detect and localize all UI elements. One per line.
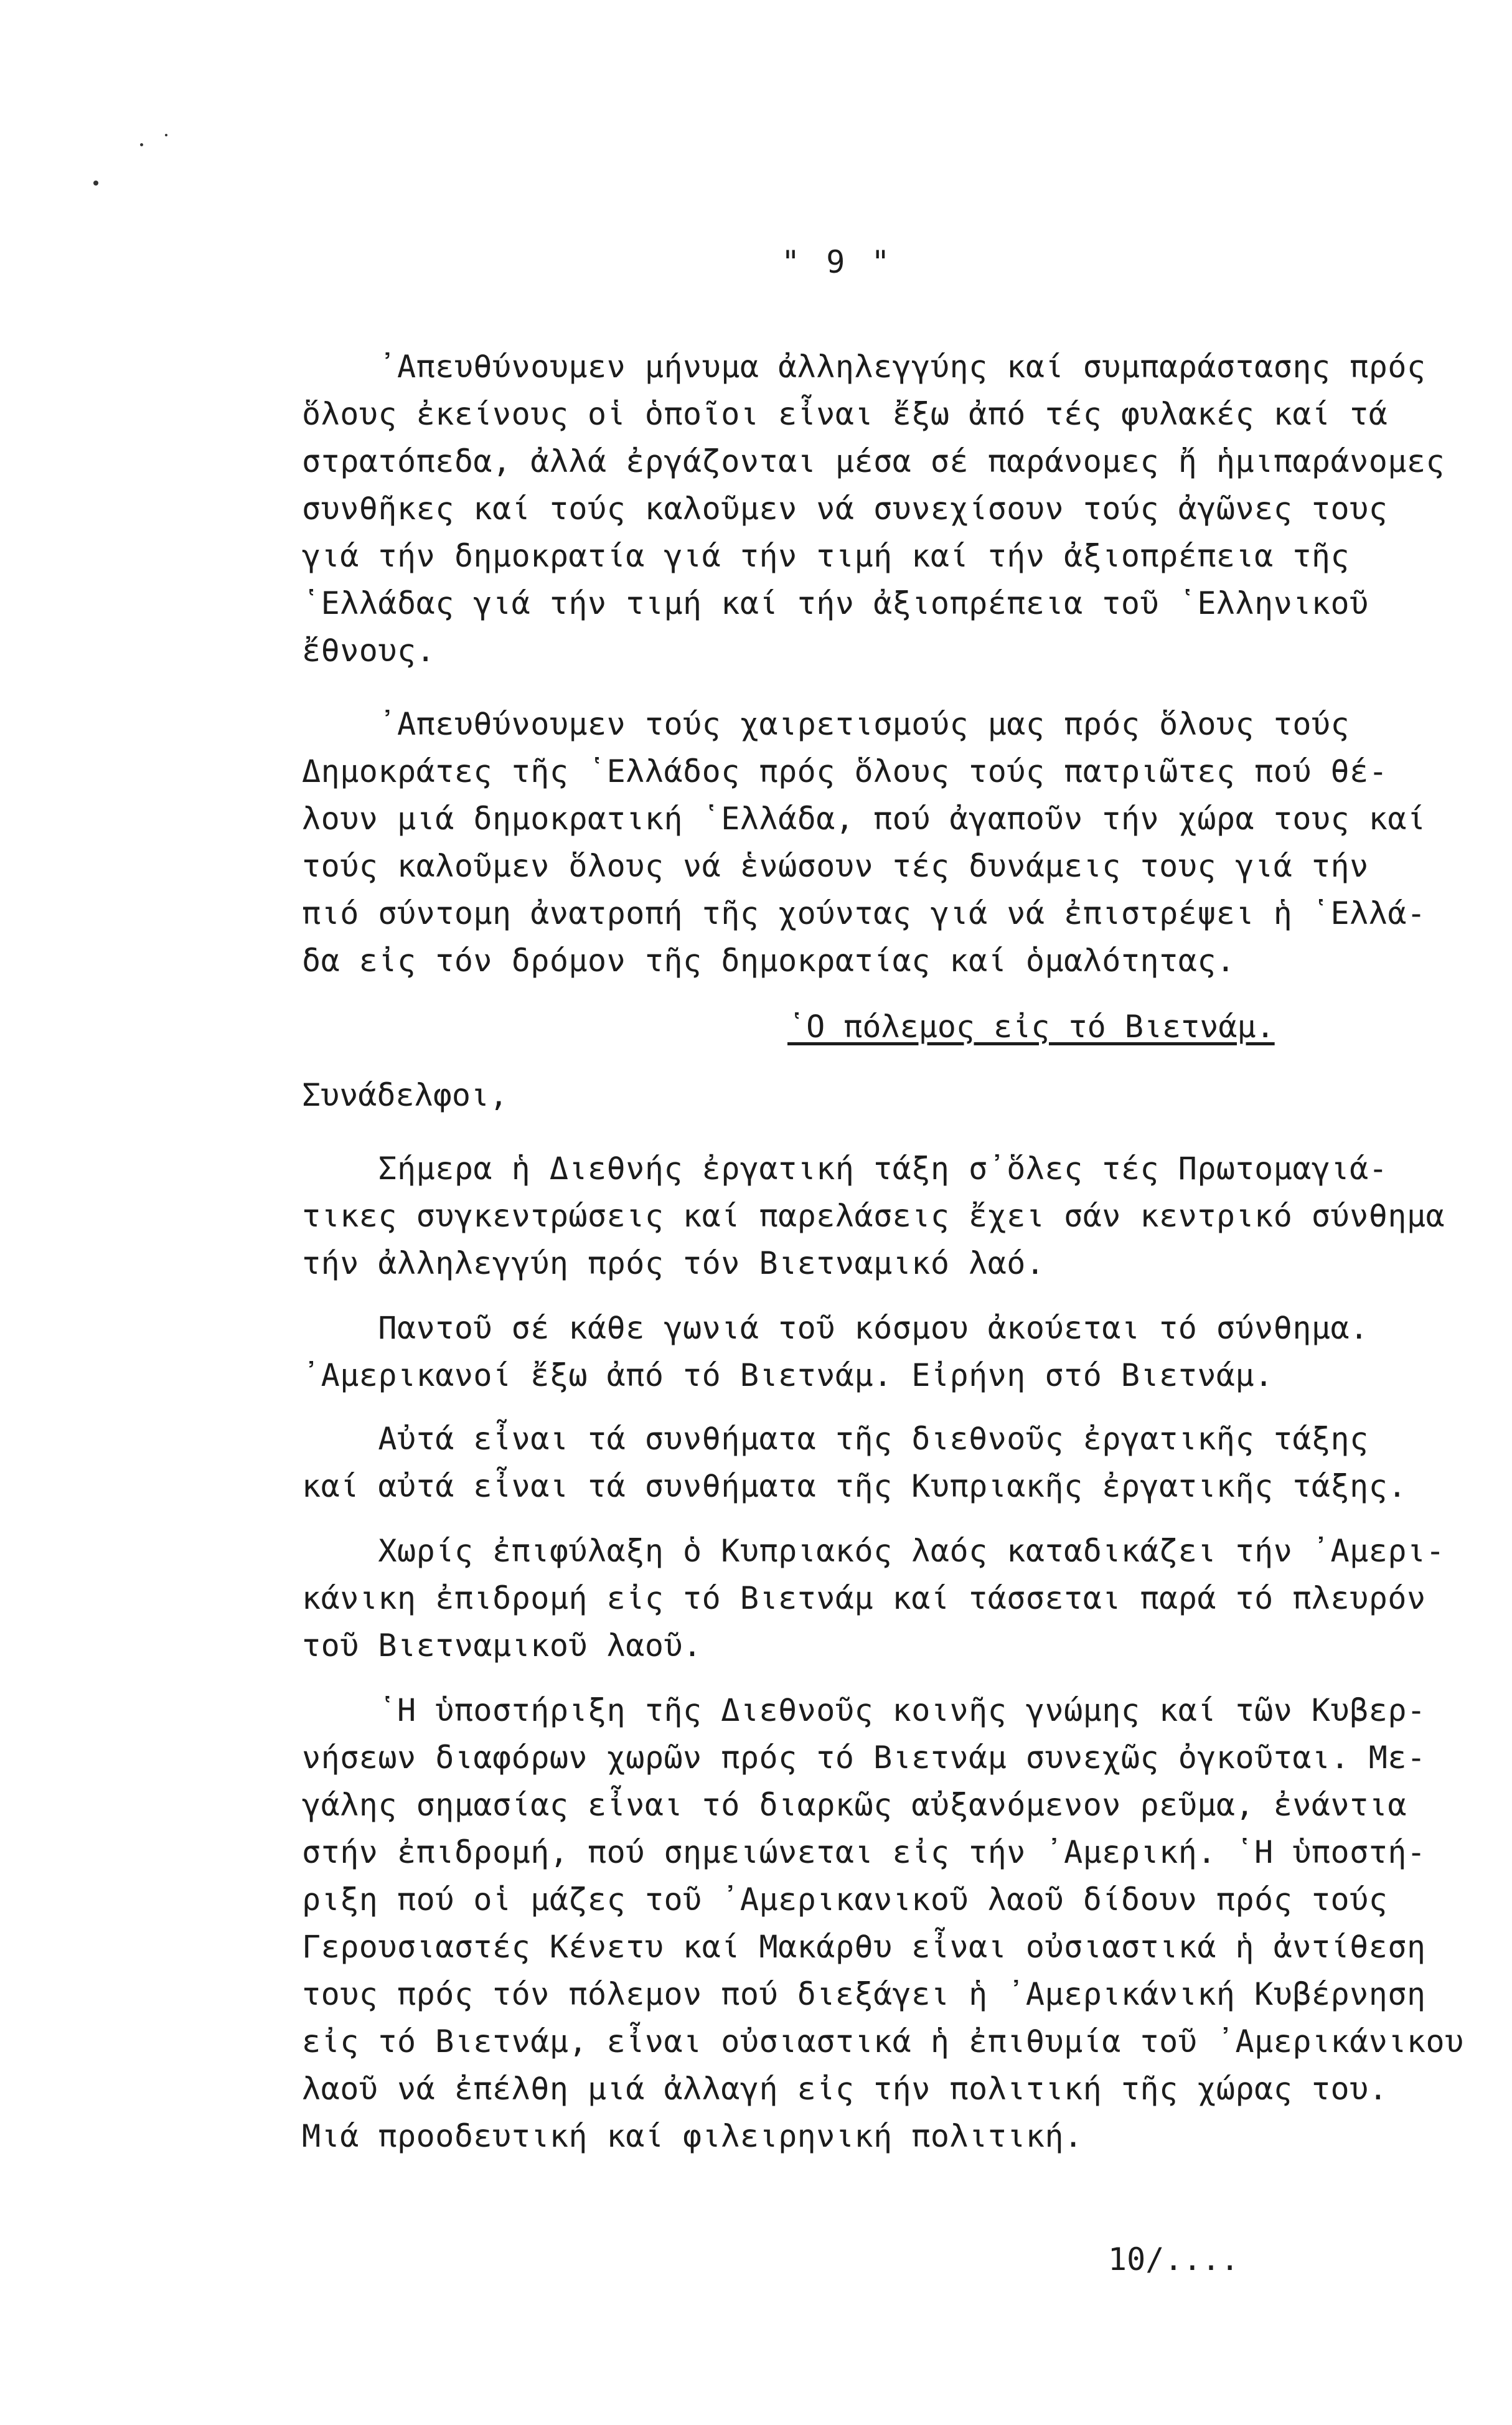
text-line: εἰς τό Βιετνάμ, εἶναι οὐσιαστικά ἡ ἐπιθυμία τοῦ ᾿Αμερικάνικου <box>302 2023 1464 2060</box>
text-line: τοῦ Βιετναμικοῦ λαοῦ. <box>302 1627 702 1664</box>
text-line: καί αὐτά εἶναι τά συνθήματα τῆς Κυπριακῆς ἐργατικῆς τάξης. <box>302 1468 1407 1504</box>
text-line: ἔθνους. <box>302 633 436 669</box>
text-line: Σήμερα ἡ Διεθνής ἐργατική τάξη σ᾿ὅλες τές Πρωτομαγιά- <box>302 1151 1388 1187</box>
text-line: ριξη πού οἱ μάζες τοῦ ᾿Αμερικανικοῦ λαοῦ δίδουν πρός τούς <box>302 1881 1388 1918</box>
text-line: ᾿Απευθύνουμεν μήνυμα ἀλληλεγγύης καί συμπαράστασης πρός <box>302 349 1426 385</box>
text-line: ᾿Αμερικανοί ἔξω ἀπό τό Βιετνάμ. Εἰρήνη στό Βιετνάμ. <box>302 1357 1274 1393</box>
text-line: τούς καλοῦμεν ὅλους νά ἑνώσουν τές δυνάμεις τους γιά τήν <box>302 848 1369 884</box>
text-line: πιό σύντομη ἀνατροπή τῆς χούντας γιά νά ἐπιστρέψει ἡ ῾Ελλά- <box>302 895 1426 931</box>
text-line: ῾Ελλάδας γιά τήν τιμή καί τήν ἀξιοπρέπεια τοῦ ῾Ελληνικοῦ <box>302 585 1369 621</box>
salutation: Συνάδελφοι, <box>302 1077 509 1113</box>
text-line: Δημοκράτες τῆς ῾Ελλάδος πρός ὅλους τούς πατριῶτες πού θέ- <box>302 753 1388 789</box>
text-line: τήν ἀλληλεγγύη πρός τόν Βιετναμικό λαό. <box>302 1245 1045 1281</box>
text-line: Μιά προοδευτική καί φιλειρηνική πολιτική. <box>302 2118 1083 2154</box>
text-line: συνθῆκες καί τούς καλοῦμεν νά συνεχίσουν τούς ἀγῶνες τους <box>302 491 1388 527</box>
text-line: ῾Η ὑποστήριξη τῆς Διεθνοῦς κοινῆς γνώμης καί τῶν Κυβερ- <box>302 1692 1426 1728</box>
text-line: ᾿Απευθύνουμεν τούς χαιρετισμούς μας πρός ὅλους τούς <box>302 706 1350 742</box>
text-line: νήσεων διαφόρων χωρῶν πρός τό Βιετνάμ συνεχῶς ὀγκοῦται. Με- <box>302 1740 1426 1776</box>
scan-speck <box>93 181 98 186</box>
text-line: ὅλους ἐκείνους οἱ ὁποῖοι εἶναι ἔξω ἀπό τές φυλακές καί τά <box>302 396 1388 432</box>
text-line: Χωρίς ἐπιφύλαξη ὁ Κυπριακός λαός καταδικάζει τήν ᾿Αμερι- <box>302 1533 1445 1569</box>
text-line: στήν ἐπιδρομή, πού σημειώνεται εἰς τήν ᾿Αμερική. ῾Η ὑποστή- <box>302 1834 1426 1870</box>
text-line: κάνικη ἐπιδρομή εἰς τό Βιετνάμ καί τάσσεται παρά τό πλευρόν <box>302 1580 1426 1616</box>
text-line: γάλης σημασίας εἶναι τό διαρκῶς αὐξανόμενον ρεῦμα, ἐνάντια <box>302 1787 1407 1823</box>
text-line: Γερουσιαστές Κένετυ καί Μακάρθυ εἶναι οὐσιαστικά ἡ ἀντίθεση <box>302 1929 1426 1965</box>
text-line: δα εἰς τόν δρόμον τῆς δημοκρατίας καί ὁμαλότητας. <box>302 943 1236 979</box>
scan-speck <box>165 134 167 136</box>
text-line: τους πρός τόν πόλεμον πού διεξάγει ἡ ᾿Αμερικάνική Κυβέρνηση <box>302 1976 1426 2012</box>
text-line: λαοῦ νά ἐπέλθη μιά ἀλλαγή εἰς τήν πολιτική τῆς χώρας του. <box>302 2071 1388 2107</box>
text-line: στρατόπεδα, ἀλλά ἐργάζονται μέσα σέ παράνομες ἤ ἡμιπαράνομες <box>302 443 1445 479</box>
continuation-marker: 10/.... <box>1108 2241 1239 2277</box>
text-line: λουν μιά δημοκρατική ῾Ελλάδα, πού ἀγαποῦν τήν χώρα τους καί <box>302 801 1426 837</box>
section-heading: ῾Ο πόλεμος εἰς τό Βιετνάμ. <box>787 1009 1275 1045</box>
page-number: " 9 " <box>781 244 894 280</box>
text-line: Αὐτά εἶναι τά συνθήματα τῆς διεθνοῦς ἐργατικῆς τάξης <box>302 1421 1369 1457</box>
text-line: Παντοῦ σέ κάθε γωνιά τοῦ κόσμου ἀκούεται τό σύνθημα. <box>302 1310 1369 1346</box>
text-line: τικες συγκεντρώσεις καί παρελάσεις ἔχει σάν κεντρικό σύνθημα <box>302 1198 1445 1234</box>
scan-speck <box>140 143 143 146</box>
text-line: γιά τήν δημοκρατία γιά τήν τιμή καί τήν ἀξιοπρέπεια τῆς <box>302 538 1350 574</box>
